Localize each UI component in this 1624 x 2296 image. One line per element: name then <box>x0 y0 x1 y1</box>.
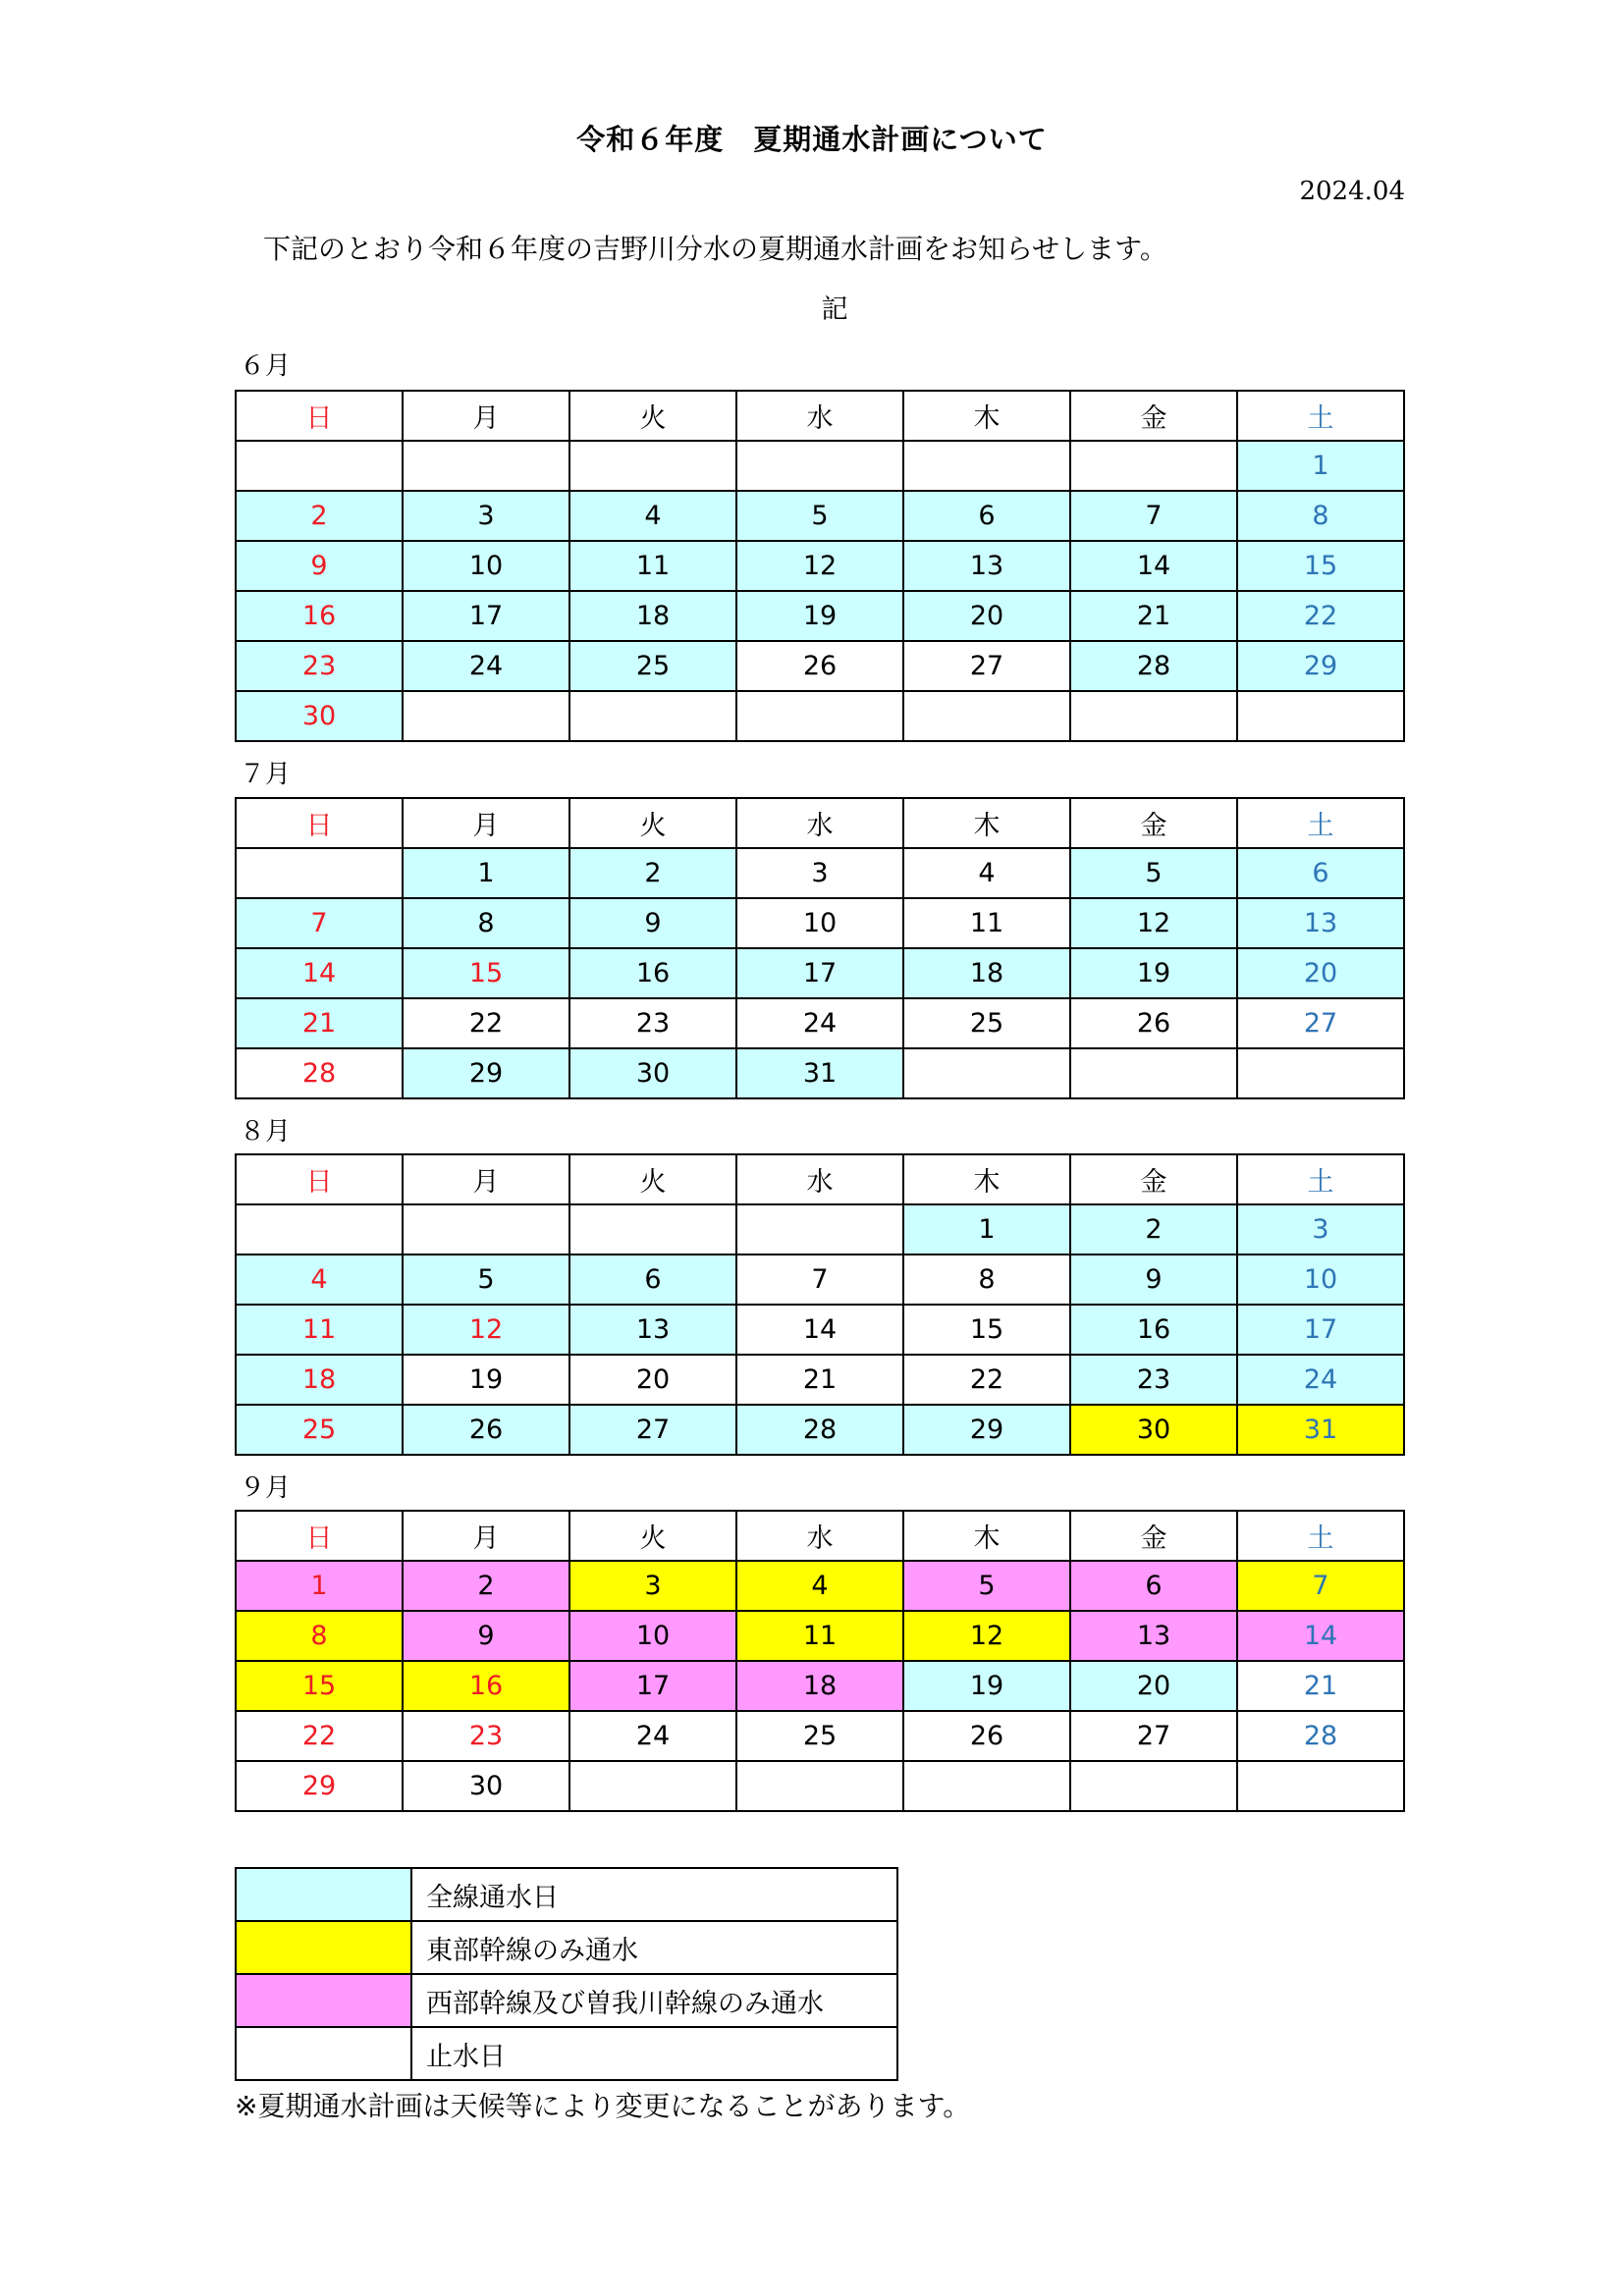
day-cell: 9 <box>569 898 736 948</box>
day-cell: 14 <box>1070 541 1237 591</box>
day-cell: 13 <box>1237 898 1404 948</box>
day-cell: 23 <box>236 641 403 691</box>
week-row <box>236 948 1404 998</box>
week-row <box>236 998 1404 1048</box>
day-cell: 30 <box>236 691 403 741</box>
weekday-header: 金 <box>1070 1511 1237 1561</box>
calendar-september <box>235 1510 1405 1812</box>
day-cell: 12 <box>903 1611 1070 1661</box>
day-cell <box>736 441 903 491</box>
day-cell: 12 <box>403 1305 569 1355</box>
weekday-header-row <box>236 1511 1404 1561</box>
day-cell: 27 <box>903 641 1070 691</box>
day-cell: 15 <box>1237 541 1404 591</box>
day-cell: 14 <box>736 1305 903 1355</box>
day-cell: 27 <box>1237 998 1404 1048</box>
weekday-header: 金 <box>1070 391 1237 441</box>
day-cell: 23 <box>1070 1355 1237 1405</box>
day-cell: 3 <box>1237 1204 1404 1255</box>
day-cell: 28 <box>1070 641 1237 691</box>
legend-swatch-none <box>236 2027 411 2080</box>
day-cell: 4 <box>569 491 736 541</box>
day-cell: 5 <box>403 1255 569 1305</box>
day-cell: 27 <box>1070 1711 1237 1761</box>
week-row <box>236 1611 1404 1661</box>
day-cell: 10 <box>736 898 903 948</box>
legend-label-west: 西部幹線及び曽我川幹線のみ通水 <box>411 1974 897 2027</box>
day-cell: 24 <box>403 641 569 691</box>
day-cell: 9 <box>236 541 403 591</box>
day-cell: 11 <box>569 541 736 591</box>
day-cell: 8 <box>1237 491 1404 541</box>
week-row <box>236 1048 1404 1098</box>
day-cell: 2 <box>403 1561 569 1611</box>
day-cell <box>1237 1761 1404 1811</box>
weekday-header-row <box>236 391 1404 441</box>
day-cell: 25 <box>736 1711 903 1761</box>
day-cell: 17 <box>1237 1305 1404 1355</box>
day-cell <box>569 691 736 741</box>
month-label-june: ６月 <box>240 351 292 381</box>
weekday-header: 月 <box>403 1154 569 1204</box>
day-cell: 7 <box>1070 491 1237 541</box>
legend-label-east: 東部幹線のみ通水 <box>411 1921 897 1974</box>
day-cell: 12 <box>736 541 903 591</box>
day-cell: 13 <box>569 1305 736 1355</box>
day-cell: 26 <box>903 1711 1070 1761</box>
weekday-header: 日 <box>236 798 403 848</box>
day-cell: 17 <box>569 1661 736 1711</box>
day-cell: 29 <box>236 1761 403 1811</box>
weekday-header: 日 <box>236 1511 403 1561</box>
day-cell: 5 <box>1070 848 1237 898</box>
day-cell: 19 <box>736 591 903 641</box>
day-cell <box>1070 441 1237 491</box>
day-cell: 24 <box>1237 1355 1404 1405</box>
weekday-header: 日 <box>236 391 403 441</box>
weekday-header: 火 <box>569 1154 736 1204</box>
legend-row <box>236 1974 897 2027</box>
day-cell: 19 <box>903 1661 1070 1711</box>
day-cell: 25 <box>569 641 736 691</box>
day-cell: 31 <box>736 1048 903 1098</box>
day-cell: 4 <box>236 1255 403 1305</box>
day-cell: 3 <box>403 491 569 541</box>
day-cell: 31 <box>1237 1405 1404 1455</box>
legend-table <box>235 1867 898 2081</box>
day-cell: 20 <box>1237 948 1404 998</box>
day-cell: 15 <box>403 948 569 998</box>
day-cell <box>236 848 403 898</box>
week-row <box>236 848 1404 898</box>
weekday-header-row <box>236 1154 1404 1204</box>
week-row <box>236 1711 1404 1761</box>
page-title: 令和６年度 夏期通水計画について <box>576 123 1048 156</box>
day-cell <box>736 1761 903 1811</box>
day-cell: 6 <box>569 1255 736 1305</box>
week-row <box>236 1661 1404 1711</box>
weekday-header: 月 <box>403 391 569 441</box>
day-cell: 18 <box>569 591 736 641</box>
legend-label-none: 止水日 <box>411 2027 897 2080</box>
weekday-header: 木 <box>903 391 1070 441</box>
month-label-september: ９月 <box>240 1473 292 1503</box>
day-cell: 18 <box>903 948 1070 998</box>
day-cell: 5 <box>736 491 903 541</box>
day-cell: 13 <box>903 541 1070 591</box>
day-cell <box>736 1204 903 1255</box>
day-cell <box>903 441 1070 491</box>
day-cell: 25 <box>903 998 1070 1048</box>
week-row <box>236 1255 1404 1305</box>
weekday-header: 木 <box>903 1154 1070 1204</box>
weekday-header: 土 <box>1237 1511 1404 1561</box>
day-cell: 16 <box>236 591 403 641</box>
day-cell <box>903 691 1070 741</box>
day-cell: 12 <box>1070 898 1237 948</box>
legend-swatch-west <box>236 1974 411 2027</box>
day-cell: 19 <box>1070 948 1237 998</box>
day-cell <box>736 691 903 741</box>
day-cell: 15 <box>236 1661 403 1711</box>
week-row <box>236 898 1404 948</box>
day-cell <box>903 1761 1070 1811</box>
day-cell <box>1070 691 1237 741</box>
day-cell: 22 <box>1237 591 1404 641</box>
week-row <box>236 541 1404 591</box>
weekday-header: 火 <box>569 1511 736 1561</box>
day-cell: 29 <box>403 1048 569 1098</box>
day-cell: 28 <box>1237 1711 1404 1761</box>
day-cell: 24 <box>569 1711 736 1761</box>
day-cell: 7 <box>736 1255 903 1305</box>
day-cell <box>1237 1048 1404 1098</box>
day-cell: 2 <box>236 491 403 541</box>
day-cell: 3 <box>569 1561 736 1611</box>
footnote: ※夏期通水計画は天候等により変更になることがあります。 <box>235 2090 971 2122</box>
calendar-august <box>235 1153 1405 1456</box>
weekday-header: 水 <box>736 798 903 848</box>
day-cell: 28 <box>236 1048 403 1098</box>
ki-heading: 記 <box>821 294 848 325</box>
day-cell: 16 <box>569 948 736 998</box>
weekday-header: 火 <box>569 391 736 441</box>
day-cell: 2 <box>1070 1204 1237 1255</box>
day-cell: 17 <box>403 591 569 641</box>
day-cell: 29 <box>903 1405 1070 1455</box>
day-cell <box>236 1204 403 1255</box>
day-cell: 4 <box>903 848 1070 898</box>
day-cell <box>569 1204 736 1255</box>
day-cell <box>403 691 569 741</box>
day-cell: 21 <box>236 998 403 1048</box>
day-cell: 22 <box>903 1355 1070 1405</box>
legend-row <box>236 1921 897 1974</box>
day-cell: 9 <box>1070 1255 1237 1305</box>
legend-row <box>236 2027 897 2080</box>
day-cell: 8 <box>903 1255 1070 1305</box>
day-cell: 11 <box>736 1611 903 1661</box>
day-cell: 5 <box>903 1561 1070 1611</box>
day-cell <box>1070 1048 1237 1098</box>
day-cell: 22 <box>236 1711 403 1761</box>
day-cell <box>569 441 736 491</box>
day-cell: 30 <box>569 1048 736 1098</box>
day-cell: 6 <box>903 491 1070 541</box>
day-cell: 8 <box>403 898 569 948</box>
day-cell: 21 <box>1070 591 1237 641</box>
issue-date: 2024.04 <box>1299 177 1405 206</box>
day-cell: 11 <box>236 1305 403 1355</box>
day-cell: 21 <box>736 1355 903 1405</box>
weekday-header: 火 <box>569 798 736 848</box>
day-cell: 9 <box>403 1611 569 1661</box>
week-row <box>236 641 1404 691</box>
week-row <box>236 491 1404 541</box>
week-row <box>236 691 1404 741</box>
day-cell: 26 <box>736 641 903 691</box>
day-cell: 6 <box>1237 848 1404 898</box>
day-cell: 14 <box>1237 1611 1404 1661</box>
day-cell: 30 <box>1070 1405 1237 1455</box>
intro-text: 下記のとおり令和６年度の吉野川分水の夏期通水計画をお知らせします。 <box>263 233 1167 265</box>
calendar-june <box>235 390 1405 742</box>
day-cell <box>569 1761 736 1811</box>
day-cell: 26 <box>1070 998 1237 1048</box>
day-cell: 21 <box>1237 1661 1404 1711</box>
week-row <box>236 1355 1404 1405</box>
day-cell: 1 <box>403 848 569 898</box>
weekday-header-row <box>236 798 1404 848</box>
legend-swatch-all <box>236 1868 411 1921</box>
legend-row <box>236 1868 897 1921</box>
day-cell: 20 <box>1070 1661 1237 1711</box>
weekday-header: 金 <box>1070 1154 1237 1204</box>
week-row <box>236 441 1404 491</box>
legend-label-all: 全線通水日 <box>411 1868 897 1921</box>
day-cell: 16 <box>403 1661 569 1711</box>
day-cell: 18 <box>236 1355 403 1405</box>
week-row <box>236 1761 1404 1811</box>
day-cell: 14 <box>236 948 403 998</box>
day-cell: 28 <box>736 1405 903 1455</box>
weekday-header: 水 <box>736 1154 903 1204</box>
day-cell: 4 <box>736 1561 903 1611</box>
day-cell: 29 <box>1237 641 1404 691</box>
day-cell: 7 <box>236 898 403 948</box>
day-cell <box>403 441 569 491</box>
weekday-header: 月 <box>403 798 569 848</box>
day-cell: 16 <box>1070 1305 1237 1355</box>
day-cell <box>903 1048 1070 1098</box>
day-cell: 7 <box>1237 1561 1404 1611</box>
week-row <box>236 1405 1404 1455</box>
day-cell: 3 <box>736 848 903 898</box>
month-label-august: ８月 <box>240 1117 292 1147</box>
weekday-header: 土 <box>1237 1154 1404 1204</box>
day-cell <box>403 1204 569 1255</box>
day-cell: 30 <box>403 1761 569 1811</box>
day-cell <box>1070 1761 1237 1811</box>
day-cell: 1 <box>1237 441 1404 491</box>
weekday-header: 水 <box>736 391 903 441</box>
day-cell: 10 <box>569 1611 736 1661</box>
day-cell: 10 <box>403 541 569 591</box>
day-cell: 10 <box>1237 1255 1404 1305</box>
day-cell: 15 <box>903 1305 1070 1355</box>
day-cell: 23 <box>403 1711 569 1761</box>
day-cell: 6 <box>1070 1561 1237 1611</box>
week-row <box>236 1561 1404 1611</box>
day-cell: 26 <box>403 1405 569 1455</box>
week-row <box>236 591 1404 641</box>
weekday-header: 金 <box>1070 798 1237 848</box>
day-cell: 2 <box>569 848 736 898</box>
day-cell: 1 <box>903 1204 1070 1255</box>
day-cell <box>236 441 403 491</box>
calendar-july <box>235 797 1405 1099</box>
day-cell: 13 <box>1070 1611 1237 1661</box>
day-cell: 23 <box>569 998 736 1048</box>
day-cell: 24 <box>736 998 903 1048</box>
day-cell: 8 <box>236 1611 403 1661</box>
day-cell: 27 <box>569 1405 736 1455</box>
day-cell: 20 <box>903 591 1070 641</box>
day-cell: 20 <box>569 1355 736 1405</box>
weekday-header: 土 <box>1237 798 1404 848</box>
weekday-header: 月 <box>403 1511 569 1561</box>
week-row <box>236 1305 1404 1355</box>
day-cell: 18 <box>736 1661 903 1711</box>
day-cell: 22 <box>403 998 569 1048</box>
weekday-header: 日 <box>236 1154 403 1204</box>
day-cell <box>1237 691 1404 741</box>
week-row <box>236 1204 1404 1255</box>
day-cell: 19 <box>403 1355 569 1405</box>
legend-swatch-east <box>236 1921 411 1974</box>
day-cell: 17 <box>736 948 903 998</box>
weekday-header: 土 <box>1237 391 1404 441</box>
weekday-header: 木 <box>903 798 1070 848</box>
day-cell: 11 <box>903 898 1070 948</box>
day-cell: 25 <box>236 1405 403 1455</box>
month-label-july: ７月 <box>240 760 292 789</box>
weekday-header: 水 <box>736 1511 903 1561</box>
day-cell: 1 <box>236 1561 403 1611</box>
weekday-header: 木 <box>903 1511 1070 1561</box>
